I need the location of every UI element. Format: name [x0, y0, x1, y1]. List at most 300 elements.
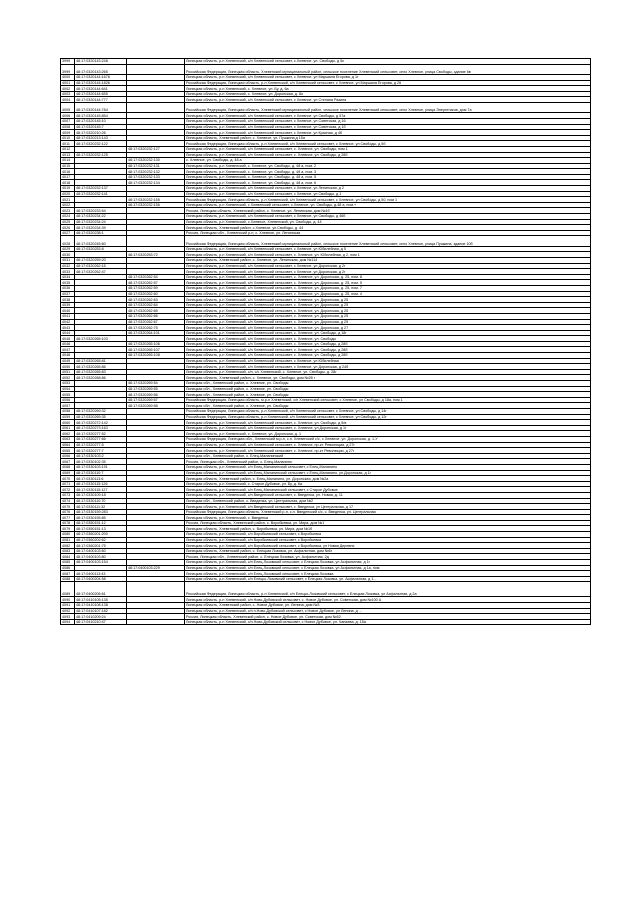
cadastral-number-cell: 48:17:0360201:200: [75, 532, 127, 538]
address-cell: Липецкая область, р-н Хлевенский, с/п Хлевенский сельсовет, с. Хлевное, ул. Свободы: [185, 336, 591, 342]
address-cell: Липецкая область, р-н Хлевенский, с. Хлевное, ул. Доронская, д. 8о: [185, 91, 591, 97]
address-cell: Липецкая область, р-н Хлевенский, с/п Хлевенский сельсовет, с. Хлевное, ул. Доронская, д 25: [185, 302, 591, 308]
row-number-cell: 4034: [61, 274, 75, 280]
address-cell: Липецкая область, р-н Хлевенский, с/п Хлевенский сельсовет, с. Хлевное, ул. Свободы, д 18г: [185, 330, 591, 336]
row-number-cell: 4036: [61, 285, 75, 291]
premises-number-cell: 48:17:0320262:65: [127, 308, 185, 314]
row-number-cell: 4007: [61, 118, 75, 124]
address-cell: Россия, Липецкая область, Хлевенский район, с. Новое Дубовое, ул. Советская, дом №52: [185, 614, 591, 620]
address-cell: Липецкая область, Хлевенский район, с. Воробьевка, ул. Мира, дом №1б: [185, 526, 591, 532]
premises-number-cell: 48:17:0400103:229: [127, 565, 185, 571]
row-number-cell: 3999: [61, 59, 75, 65]
address-cell: Россия, Липецкая обл., Хлевенский район, с. Елец-Маланино: [185, 459, 591, 465]
address-cell: Липецкая область, р-н Хлевенский, с/п Хлевенский сельсовет, с. Хлевное, ул. Свободы, д 28б: [185, 152, 591, 158]
row-number-cell: 4071: [61, 481, 75, 487]
premises-number-cell: 48:17:0320262:63: [127, 297, 185, 303]
address-cell: Липецкая область, р-н Хлевенский, с/п Ново-Дубовской сельсовет, с. Новое Дубовое, ул. Советская, дом №100 А: [185, 597, 591, 603]
cadastral-number-cell: 48:17:0320265:81: [75, 358, 127, 364]
address-cell: Липецкая область, р-н Хлевенский, с/п Введенский сельсовет, с. Введенка, ул Центральная, д 17: [185, 504, 591, 510]
row-number-cell: 4065: [61, 448, 75, 454]
row-number-cell: 4040: [61, 308, 75, 314]
cadastral-number-cell: 48:17:0320277:7: [75, 448, 127, 454]
row-number-cell: 4024: [61, 214, 75, 220]
cadastral-number-cell: 48:17:0320145:7: [75, 124, 127, 130]
cadastral-number-cell: 48:17:0320262:15: [75, 263, 127, 269]
address-cell: Липецкая область, р-н Хлевенский, с/п Хлевенский сельсовет, с Хлевное, ул Доронская, д 24б: [185, 364, 591, 370]
row-number-cell: 4044: [61, 330, 75, 336]
premises-number-cell: 48:17:0320232:133: [127, 174, 185, 180]
address-cell: Липецкая область, р-н Хлевенский, с/п Хлевенский сельсовет, с Хлевное, ул Свободы, д 1: [185, 191, 591, 197]
row-number-cell: 4038: [61, 297, 75, 303]
row-number-cell: 4032: [61, 263, 75, 269]
premises-number-cell: 48:17:0320269:56: [127, 392, 185, 398]
row-number-cell: 4093: [61, 614, 75, 620]
address-cell: Липецкая область, р-н Хлевенский, с/п Елец-Маланинский сельсовет, с Старое Дубовое: [185, 487, 591, 493]
cadastral-number-cell: 48:17:0400206:61: [75, 582, 127, 597]
address-cell: Липецкая область, р-н Хлевенский, с/п Ново-Дубовский сельсовет, с Новое Дубовое, ул. Чапаева, д. 15а: [185, 619, 591, 625]
row-number-cell: 4069: [61, 470, 75, 476]
row-number-cell: 4056: [61, 397, 75, 403]
address-cell: Липецкая область, р-н Хлевенский, с/п Хлевенский сельсовет, с. Хлевное, ул. Доронская, д. 25, пом. 4: [185, 291, 591, 297]
row-number-cell: 4057: [61, 403, 75, 409]
address-cell: Липецкая область, р-н Хлевенский, с/п Хлевенский сельсовет, с. Хлевное, ул. Юбилейная, д 2, пом 1: [185, 252, 591, 258]
premises-number-cell: [127, 102, 185, 112]
row-number-cell: 4006: [61, 113, 75, 119]
address-cell: Российская Федерация, Липецкая область, р-н Хлевенский, с/п Хлевенский сельсовет, с Хлевное, ул Свободы, д 50, пом 1: [185, 197, 591, 203]
cadastral-number-cell: 48:17:0320143:248: [75, 59, 127, 65]
cadastral-number-cell: 48:17:0330115:127: [75, 487, 127, 493]
cadastral-number-cell: 48:17:0410107:182: [75, 608, 127, 614]
cadastral-number-cell: 48:17:0360201:75: [75, 543, 127, 549]
cadastral-number-cell: 48:17:0320232:141: [75, 191, 127, 197]
cadastral-number-cell: 48:17:0320144:1826: [75, 80, 127, 86]
address-cell: Липецкая область, р-н Хлевенский, с/п Елец-Лозовский сельсовет, с Елецкая Лозовка, ул Асфальтная, д 1г: [185, 560, 591, 566]
premises-number-cell: 48:17:0320265:106: [127, 341, 185, 347]
address-cell: Липецкая область, р-н Хлевенский, с. Хлевное, ул. Свободы, д. 48 а, пом. 2: [185, 163, 591, 169]
row-number-cell: 4011: [61, 141, 75, 147]
cadastral-number-cell: 48:17:0320213:143: [75, 135, 127, 141]
cadastral-number-cell: 48:17:0330110:70: [75, 498, 127, 504]
row-number-cell: 4055: [61, 392, 75, 398]
premises-number-cell: 48:17:0320262:59: [127, 285, 185, 291]
address-cell: Липецкая область, р-н Хлевенский, с/п Хлевенский сельсовет, с Хлевное, ул Доронская, д 2г: [185, 269, 591, 275]
row-number-cell: 4028: [61, 236, 75, 246]
row-number-cell: 4081: [61, 537, 75, 543]
address-cell: Липецкая область, р-н Хлевенский, с. Старое Дубовое, ул. Бу, д. 6а: [185, 481, 591, 487]
row-number-cell: 4066: [61, 453, 75, 459]
row-number-cell: 4064: [61, 442, 75, 448]
premises-number-cell: 48:17:0320232:134: [127, 180, 185, 186]
address-cell: Липецкая область, Хлевенский район, с. Хлевное, ул. Ленинская, дом №114: [185, 257, 591, 263]
address-cell: Липецкая область, р-н Хлевенский, с/п Хлевенский сельсовет, с. Хлевное, ул. Свободы, д 28б: [185, 341, 591, 347]
row-number-cell: 4048: [61, 353, 75, 359]
premises-number-cell: 48:17:0320265:108: [127, 353, 185, 359]
row-number-cell: 4019: [61, 186, 75, 192]
cadastral-number-cell: 48:17:0330103:2: [75, 453, 127, 459]
address-cell: Липецкая область, р-н Хлевенский, с/п Елец-Маланинский сельсовет, с Елец-Маланино: [185, 464, 591, 470]
row-number-cell: 4067: [61, 459, 75, 465]
row-number-cell: 4083: [61, 548, 75, 554]
address-cell: Липецкая область, Хлевенский район, с. Новое Дубовое, ул. Ленина, дом №3: [185, 603, 591, 609]
address-cell: Липецкая область, р-н Хлевенский, с/п, с/с Хлевенский, с. Хлевное, ул. Свободы, д. 28г: [185, 369, 591, 375]
cadastral-number-cell: 48:17:0410105:135: [75, 597, 127, 603]
cadastral-number-cell: 48:17:0320273:163: [75, 425, 127, 431]
cadastral-number-cell: 48:17:0320145:10: [75, 118, 127, 124]
address-cell: Российская Федерация, Липецкая область, Хлевенский муниципальный район, сельское поселение Хлевенский сельсовет, село Хлевное, улица Энергетиков, дом 7а: [185, 102, 591, 112]
row-number-cell: 4009: [61, 130, 75, 136]
address-cell: Липецкая область, р-н Хлевенский, с. Введенка: [185, 515, 591, 521]
table-row: [61, 102, 591, 112]
cadastral-number-cell: 48:17:0320210:26: [75, 130, 127, 136]
cadastral-number-cell: 48:17:0320144:1676: [75, 74, 127, 80]
address-cell: Липецкая область, р-н Хлевенский, с/п п.Ново-Дубовской сельсовет, с Новое Дубовое, ул Ленина, д ...: [185, 608, 591, 614]
address-cell: Липецкая область, р-н Хлевенский, с/п Хлевенский сельсовет, с. Хлевное, ул. Доронская, д. 25, пом. 7: [185, 285, 591, 291]
row-number-cell: 4033: [61, 269, 75, 275]
address-cell: Липецкая область, р-н Хлевенский, с/п Елец-Маланинский сельсовет, с Елец-Маланино, ул.Доронская, д 1г: [185, 470, 591, 476]
cadastral-number-cell: 48:17:0320262:47: [75, 269, 127, 275]
address-cell: Липецкая область, р-н Хлевенский, с/п Хлевенский сельсовет, с. Хлевное, пр-кт. Революции, д 27г: [185, 442, 591, 448]
row-number-cell: 4094: [61, 619, 75, 625]
address-cell: Липецкая область, р-н Хлевенский, с. Хлевное, ул. Свободы, д. 48 а, пом. 6: [185, 180, 591, 186]
address-cell: Липецкая область, Хлевенский район, с. Хлевное, ул. Пушкина,д 15а: [185, 135, 591, 141]
row-number-cell: 4079: [61, 526, 75, 532]
table-row: [61, 64, 591, 74]
address-cell: Липецкая область, р-н Хлевенский, с. Хлевное, ул. Бу, д. 6а: [185, 86, 591, 92]
address-cell: Липецкая область, р-н Хлевенский, с/п Хлевенский сельсовет, с. Хлевное, ул. Свободы, пом 1: [185, 146, 591, 152]
row-number-cell: 4043: [61, 325, 75, 331]
address-cell: Липецкая область, р-н Хлевенский, с/п Хлевенский сельсовет, с. Хлевное, пр-кт Революции, д 27г: [185, 448, 591, 454]
address-cell: Российская Федерация, Липецкая область, м.р-н Хлевенский, с/п Хлевенский сельсовет, с Хлевное, ул Свободы, д 18а, пом 1: [185, 397, 591, 403]
cadastral-number-cell: 48:17:0320277:66: [75, 436, 127, 442]
row-number-cell: 4074: [61, 498, 75, 504]
address-cell: Липецкая область, р-н Хлевенский, с/п Хлевенский сельсовет, с. Хлевное, ул. Свободы, д 28б: [185, 353, 591, 359]
table-body: [61, 59, 591, 625]
address-cell: Липецкая область, р-н Хлевенский, с/п Хлевенский сельсовет, с Хлевное, ул Свободы, д 46б: [185, 214, 591, 220]
address-cell: Россия, Липецкая обл., Хлевенский р-н, с. Хлевное, ул. Ленинская: [185, 230, 591, 236]
cadastral-number-cell: 48:17:0320232:122: [75, 141, 127, 147]
address-cell: Липецкая обл., Хлевенский район, с. Хлевное, ул. Свободы: [185, 403, 591, 409]
address-cell: Липецкая область, р-н Хлевенский, с/п Хлевенский сельсовет, с Хлевное, ул Советская, д 1б: [185, 124, 591, 130]
address-cell: Российская Федерация, Липецкая область, р-н Хлевенский, с/п Елецко-Лозовский сельсовет, с Елецкая Лозовка, ул Асфальтная, д 2а: [185, 582, 591, 597]
address-cell: Липецкая область, р-н Хлевенский, с/п Хлевенский сельсовет, с Хлевное, ул Советская, д 16: [185, 118, 591, 124]
row-number-cell: 4021: [61, 197, 75, 203]
address-cell: Липецкая область, р-н Хлевенский, с/п Воробьевский сельсовет, с Воробьевка: [185, 532, 591, 538]
table-row: [61, 236, 591, 246]
premises-number-cell: 48:17:0320269:54: [127, 381, 185, 387]
address-cell: Липецкая область, р-н Хлевенский, с/п Хлевенский сельсовет, с Хлевное, ул Юбилейная, д 5: [185, 246, 591, 252]
address-cell: Липецкая область, р-н Хлевенский, с/п Хлевенский сельсовет, с. Хлевное, ул. Доронская, д 25: [185, 297, 591, 303]
cadastral-number-cell: 48:17:0320143:265: [75, 64, 127, 74]
premises-number-cell: 48:17:0320269:57: [127, 397, 185, 403]
cadastral-number-cell: 48:17:0410210:47: [75, 619, 127, 625]
cadastral-number-cell: 48:17:0330115:126: [75, 481, 127, 487]
address-cell: Липецкая область, р-н Хлевенский, с/п Хлевенский сельсовет, с Хлевное, ул Степана Разина: [185, 97, 591, 103]
row-number-cell: 4075: [61, 504, 75, 510]
cadastral-number-cell: 48:17:0330113:6: [75, 476, 127, 482]
address-cell: Липецкая область, р-н Хлевенский, с/п Елец-Лозовский сельсовет, с Елецкая Лозовка: [185, 571, 591, 577]
address-cell: Липецкая область, р-н Хлевенский, с/п Хлевенский сельсовет, с. Хлевное, ул. Доронская, д 25: [185, 319, 591, 325]
row-number-cell: 4062: [61, 431, 75, 437]
row-number-cell: 4008: [61, 124, 75, 130]
row-number-cell: 4092: [61, 608, 75, 614]
row-number-cell: 4003: [61, 91, 75, 97]
address-cell: Липецкая область, р-н Хлевенский, с/п Хлевенский сельсовет, с. Хлевное, ул. Доронская, д 25: [185, 313, 591, 319]
document-page: [60, 58, 590, 625]
cadastral-number-cell: 48:17:0320272:142: [75, 420, 127, 426]
row-number-cell: 4050: [61, 364, 75, 370]
cadastral-number-cell: 48:17:0320269:35: [75, 414, 127, 420]
premises-number-cell: 48:17:0320269:55: [127, 386, 185, 392]
cadastral-number-cell: 48:17:0410209:24: [75, 614, 127, 620]
row-number-cell: 4030: [61, 252, 75, 258]
row-number-cell: 4012: [61, 146, 75, 152]
cadastral-number-cell: 48:17:0360202:62: [75, 537, 127, 543]
row-number-cell: 4078: [61, 520, 75, 526]
row-number-cell: 4020: [61, 191, 75, 197]
premises-number-cell: 48:17:0320232:131: [127, 163, 185, 169]
premises-number-cell: 48:17:0320253:72: [127, 252, 185, 258]
address-cell: с. Хлевное, ул. Свободы, д. 48 а: [185, 158, 591, 164]
address-cell: Липецкая область, р-н Хлевенский, с/п Хлевенский сельсовет, с. Хлевное, ул Доронская, д 1г: [185, 425, 591, 431]
row-number-cell: 4090: [61, 597, 75, 603]
premises-number-cell: [127, 64, 185, 74]
row-number-cell: 4004: [61, 97, 75, 103]
cadastral-number-cell: 48:17:0330159:283: [75, 509, 127, 515]
row-number-cell: 4053: [61, 381, 75, 387]
row-number-cell: 4042: [61, 319, 75, 325]
address-cell: Липецкая обл., Хлевенский район, с. Хлевное, ул. Свободы: [185, 381, 591, 387]
cadastral-number-cell: 48:17:0400113:43: [75, 571, 127, 577]
cadastral-number-cell: 48:17:0330110:7: [75, 470, 127, 476]
address-cell: Липецкая область, р-н Хлевенский, с/п Воробьевский сельсовет, с Воробьевка: [185, 537, 591, 543]
address-cell: Россия, Липецкая обл., Хлевенский район, с. Елецкая Лозовка, ул. Асфальтная, 2д: [185, 554, 591, 560]
cadastral-number-cell: 48:17:0350151:13: [75, 526, 127, 532]
cadastral-number-cell: 48:17:0320269:32: [75, 409, 127, 415]
address-cell: Липецкая область, р-н Хлевенский, с/п Хлевенский сельсовет, с. Хлевное, ул. Доронская, д 27: [185, 325, 591, 331]
address-cell: Российская Федерация, Липецкая область, Хлевенский муниципальный район, сельское поселение Хлевенский сельсовет, село Хлевное, улица Пушкина, здание 10б: [185, 236, 591, 246]
cadastral-number-cell: 48:17:0320144:655: [75, 91, 127, 97]
address-cell: Липецкая область, р-н Хлевенский, с.Хлевное, Хлевенский, ул. Свободы, д. 44: [185, 219, 591, 225]
row-number-cell: 4018: [61, 180, 75, 186]
row-number-cell: 4068: [61, 464, 75, 470]
row-number-cell: 4060: [61, 420, 75, 426]
address-cell: Липецкая область, р-н Хлевенский, с/п Хлевенский сельсовет, с. Хлевное, ул. Доронская, д. 25, пом. 5: [185, 280, 591, 286]
address-cell: Липецкая обл., Хлевенский район, с. Елец-Маланинский: [185, 453, 591, 459]
premises-number-cell: 48:17:0320262:57: [127, 280, 185, 286]
row-number-cell: 4061: [61, 425, 75, 431]
address-cell: Липецкая область, р-н Хлевенский, с/п Хлевенский сельсовет, с Хлевное, ул Красная, д 4б: [185, 130, 591, 136]
row-number-cell: 4001: [61, 80, 75, 86]
premises-number-cell: 48:17:0320232:130: [127, 158, 185, 164]
address-cell: Россия, Липецкая область, Хлевенский район, с. Хлевное, ул. Ленинская, дом №1б: [185, 208, 591, 214]
premises-number-cell: 48:17:0320262:54: [127, 274, 185, 280]
row-number-cell: 4046: [61, 341, 75, 347]
cadastral-number-cell: 48:17:0400103:154: [75, 560, 127, 566]
row-number-cell: 4072: [61, 487, 75, 493]
row-number-cell: 4087: [61, 571, 75, 577]
address-cell: Липецкая область, р-н Хлевенский, с/п Воробьевский сельсовет, с Воробьевка, ул Новая Деревня: [185, 543, 591, 549]
address-cell: Липецкая область, р-н Хлевенский, с/п Хлевенский сельсовет, с Хлевное, ул Маршала Егорова, д 1г: [185, 74, 591, 80]
row-number-cell: 4054: [61, 386, 75, 392]
row-number-cell: 4089: [61, 582, 75, 597]
address-cell: Липецкая область, р-н Хлевенский, с/п Хлевенский сельсовет, с. Хлевное, ул. Свободы, д 28б: [185, 347, 591, 353]
cadastral-number-cell: 48:17:0400204:58: [75, 576, 127, 582]
address-cell: Липецкая область, Хлевенский район, с. Хлевное, ул. Свободы, дом №28 г: [185, 375, 591, 381]
address-cell: Липецкая область, р-н Хлевенский, с/п Хлевенский сельсовет, с Хлевное, ул Свободы, д 57а: [185, 113, 591, 119]
address-cell: Липецкая область, р-н Хлевенский, с/п Хлевенский сельсовет, с. Хлевное, ул. Доронская, д 25: [185, 308, 591, 314]
cadastral-number-cell: 48:17:0330102:35: [75, 459, 127, 465]
address-cell: Липецкая область, р-н Хлевенский, с Хлевенский сельсовет, с.Хлевное, ул. Свободы, д.48 а, пом.+: [185, 202, 591, 208]
row-number-cell: 4025: [61, 219, 75, 225]
row-number-cell: 3999: [61, 64, 75, 74]
cadastral-number-cell: 48:17:0320234:22: [75, 214, 127, 220]
cadastral-number-cell: 48:17:0330155:85: [75, 515, 127, 521]
address-cell: Липецкая область, р-н Хлевенский, с/п Хлевенский сельсовет, с. Хлевное, ул. Свободы, д 5/в: [185, 420, 591, 426]
address-cell: Российская Федерация, Липецкая область, р-н Хлевенский, с/п Хлевенский сельсовет, с Хлевное, ул Свободы, д 14г: [185, 409, 591, 415]
cadastral-number-cell: 48:17:0350151:12: [75, 520, 127, 526]
address-cell: Липецкая область, р-н Хлевенский, с. Хлевное, ул. Доронская, д. 1: [185, 431, 591, 437]
cadastral-number-cell: 48:17:0330103:191: [75, 464, 127, 470]
row-number-cell: 4016: [61, 169, 75, 175]
cadastral-number-cell: 48:17:0320232:125: [75, 152, 127, 158]
row-number-cell: 4041: [61, 313, 75, 319]
row-number-cell: 4063: [61, 436, 75, 442]
premises-number-cell: 48:17:0320232:132: [127, 169, 185, 175]
row-number-cell: 4080: [61, 532, 75, 538]
cadastral-number-cell: 48:17:0320268:86: [75, 375, 127, 381]
premises-number-cell: 48:17:0320262:60: [127, 291, 185, 297]
address-cell: Липецкая область, Хлевенский район, с. Елец-Маланино, ул. Доронская, дом №2а: [185, 476, 591, 482]
address-cell: Липецкая область, Хлевенский район, с. Елецкая Лозовка, ул. Асфальтная, дом №6г: [185, 548, 591, 554]
address-cell: Российская Федерация, Липецкая область, Хлевенский р-н, с.п. Введенский с/с, с. Введенка, ул. Центральная: [185, 509, 591, 515]
premises-number-cell: [127, 236, 185, 246]
cadastral-number-cell: 48:17:0320245:60: [75, 236, 127, 246]
address-cell: Липецкая область, р-н Хлевенский, с/п Елец-Лозовский сельсовет, с Елецкая Лозовка, ул Асфальтная, д 1а, пом: [185, 565, 591, 571]
address-cell: Российская Федерация, Липецкая область, р-н Хлевенский, с/п Хлевенский сельсовет, с Хлевное, ул Свободы, д 12г: [185, 414, 591, 420]
row-number-cell: 4029: [61, 246, 75, 252]
cadastral-number-cell: 48:17:0320234:24: [75, 219, 127, 225]
premises-number-cell: [127, 582, 185, 597]
address-cell: Российская Федерация, Липецкая область, р-н Хлевенский, с/п Хлевенский сельсовет, с Хлевное, ул Свободы, д 5б: [185, 141, 591, 147]
cadastral-number-cell: 48:17:0320144:784: [75, 102, 127, 112]
row-number-cell: 4070: [61, 476, 75, 482]
premises-number-cell: 48:17:0320232:155: [127, 197, 185, 203]
cadastral-number-cell: 48:17:0320265:103: [75, 336, 127, 342]
row-number-cell: 4085: [61, 560, 75, 566]
premises-number-cell: 48:17:0320262:67: [127, 319, 185, 325]
cadastral-number-cell: 48:17:0320234:39: [75, 225, 127, 231]
premises-number-cell: 48:17:0320232:127: [127, 146, 185, 152]
address-cell: Липецкая обл., Хлевенский район, с. Введенка, ул. Центральная, дом №2: [185, 498, 591, 504]
premises-number-cell: 48:17:0320269:58: [127, 403, 185, 409]
address-cell: Липецкая область, р-н Хлевенский, с/п Елецко-Лозовский сельсовет, с Елецкая Лозовка, ул. Асфальтная, д 1...: [185, 576, 591, 582]
address-cell: Липецкая область, р-н Хлевенский, с/п Введенский сельсовет, с. Введенка, ул. Новая, д. 11: [185, 492, 591, 498]
row-number-cell: 4035: [61, 280, 75, 286]
row-number-cell: 4000: [61, 74, 75, 80]
cadastral-number-cell: 48:17:0320277:5: [75, 442, 127, 448]
address-cell: Российская Федерация, Липецкая обл., Хлевенский м.р-н, с.п. Хлевенский с/с, с Хлевное, ул. Доронская, д. 1-У: [185, 436, 591, 442]
row-number-cell: 4082: [61, 543, 75, 549]
premises-number-cell: 48:17:0320262:75: [127, 325, 185, 331]
row-number-cell: 4088: [61, 576, 75, 582]
row-number-cell: 4049: [61, 358, 75, 364]
table-row: [61, 582, 591, 597]
row-number-cell: 4086: [61, 565, 75, 571]
row-number-cell: 4084: [61, 554, 75, 560]
premises-number-cell: 48:17:0320262:66: [127, 313, 185, 319]
row-number-cell: 4091: [61, 603, 75, 609]
row-number-cell: 4022: [61, 202, 75, 208]
row-number-cell: 4045: [61, 336, 75, 342]
address-cell: Липецкая область, Хлевенский район, с.Хлевное, ул.Свободы, д. 44: [185, 225, 591, 231]
row-number-cell: 4027: [61, 230, 75, 236]
cadastral-number-cell: 48:17:0330111:32: [75, 504, 127, 510]
cadastral-number-cell: 48:17:0320144:641: [75, 86, 127, 92]
cadastral-number-cell: 48:17:0320145:854: [75, 113, 127, 119]
cadastral-number-cell: 48:17:0330109:18: [75, 492, 127, 498]
cadastral-number-cell: 48:17:0410108:138: [75, 603, 127, 609]
row-number-cell: 4039: [61, 302, 75, 308]
premises-number-cell: 48:17:0320265:107: [127, 347, 185, 353]
row-number-cell: 4076: [61, 509, 75, 515]
address-cell: Российская Федерация, Липецкая область, Хлевенский муниципальный район, сельское поселение Хлевенский сельсовет, село Хлевное, улица Свободы, здание 6в: [185, 64, 591, 74]
premises-number-cell: 48:17:0320264:101: [127, 330, 185, 336]
row-number-cell: 4014: [61, 158, 75, 164]
address-cell: Липецкая область, р-н Хлевенский, с. Хлевное, ул. Свободы, д. 48 а, пом. 3: [185, 169, 591, 175]
table-row: [61, 619, 591, 625]
address-cell: Липецкая область, р-н Хлевенский, с/п Хлевенский сельсовет, с.Хлевное, ул. Свободы, д 5с: [185, 59, 591, 65]
cadastral-number-cell: 48:17:0320253:8: [75, 246, 127, 252]
row-number-cell: 4010: [61, 135, 75, 141]
premises-number-cell: [127, 619, 185, 625]
row-number-cell: 4005: [61, 102, 75, 112]
address-cell: Липецкая область, р-н Хлевенский, с/п Хлевенский сельсовет, с. Хлевное, ул. Доронская, д. 25, пом. 8: [185, 274, 591, 280]
row-number-cell: 4073: [61, 492, 75, 498]
cadastral-number-cell: 48:17:0320265:83: [75, 369, 127, 375]
row-number-cell: 4047: [61, 347, 75, 353]
property-table: [60, 58, 591, 625]
row-number-cell: 4013: [61, 152, 75, 158]
cadastral-number-cell: 48:17:0320265:86: [75, 364, 127, 370]
address-cell: Российская Федерация, Липецкая область, р-н Хлевенский, с/п Хлевенский сельсовет, с Хлевное, ул Маршала Егорова, д 26: [185, 80, 591, 86]
cadastral-number-cell: 48:17:0320233:54: [75, 208, 127, 214]
premises-number-cell: 48:17:0320232:156: [127, 202, 185, 208]
address-cell: Липецкая область, р-н Хлевенский, с/п Хлевенский сельсовет, с Хлевное, ул Ленинская, д 2: [185, 186, 591, 192]
row-number-cell: 4051: [61, 369, 75, 375]
row-number-cell: 4052: [61, 375, 75, 381]
row-number-cell: 4002: [61, 86, 75, 92]
row-number-cell: 4059: [61, 414, 75, 420]
cadastral-number-cell: 48:17:0320144:777: [75, 97, 127, 103]
cadastral-number-cell: 48:17:0320259:20: [75, 257, 127, 263]
address-cell: Липецкая область, р-н Хлевенский, с/п Хлевенский сельсовет, с Хлевное, ул Доронская, д 2г: [185, 263, 591, 269]
row-number-cell: 4015: [61, 163, 75, 169]
row-number-cell: 4037: [61, 291, 75, 297]
cadastral-number-cell: 48:17:0400103:60: [75, 548, 127, 554]
address-cell: Липецкая область, р-н Хлевенский, с. Хлевное, ул. Свободы, д. 48 а, пом. 5: [185, 174, 591, 180]
cadastral-number-cell: 48:17:0400103:80: [75, 554, 127, 560]
row-number-cell: 4077: [61, 515, 75, 521]
cadastral-number-cell: 48:17:0320238:1: [75, 230, 127, 236]
cadastral-number-cell: 48:17:0320232:137: [75, 186, 127, 192]
row-number-cell: 4031: [61, 257, 75, 263]
row-number-cell: 4058: [61, 409, 75, 415]
address-cell: Липецкая область, р-н Хлевенский, с/п Хлевенский сельсовет, с Хлевное, ул Юбилейная: [185, 358, 591, 364]
address-cell: Россия, Липецкая область, Хлевенский район, с. Воробьевка, ул. Мира, дом №1: [185, 520, 591, 526]
address-cell: Липецкая обл., Хлевенский район, с. Хлевное, ул. Свободы: [185, 392, 591, 398]
address-cell: Липецкая обл., Хлевенский район, с. Хлевное, ул. Свободы: [185, 386, 591, 392]
row-number-cell: 4026: [61, 225, 75, 231]
